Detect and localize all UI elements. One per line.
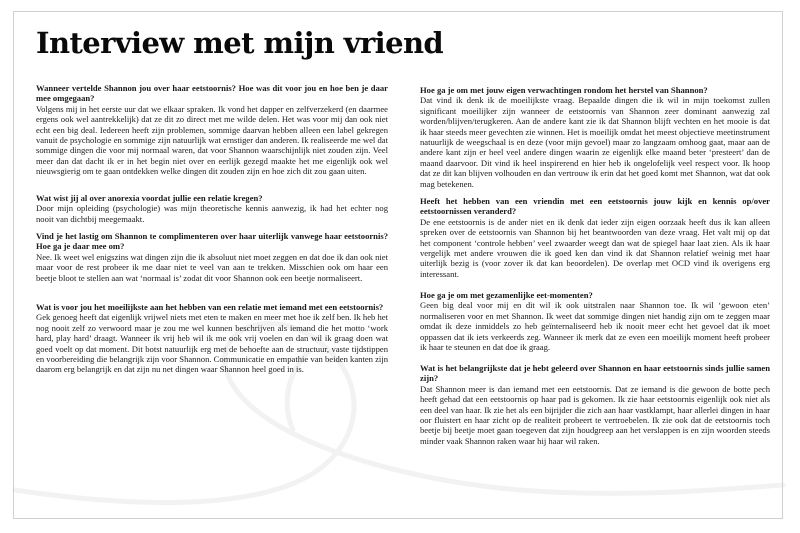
interview-item [36, 231, 388, 283]
answer: De ene eetstoornis is de ander niet en ik denk dat ieder zijn eigen oorzaak heeft dus ik kan alleen spreken over de eetstoornis van Shannon bij het beantwoorden van deze vraag. Het valt mij op dat het component ‘controle hebben’ veel zwaarder weegt dan wat de spiegel haar laat zien. Als ik haar vergelijk met andere vrouwen die ik goed ken dan vind ik dat Shannon relatief weinig met haar uiterlijk bezig is (voor zover ik dat kan beoordelen). De overlap met OCD vind ik overigens erg interessant. [420, 216, 770, 279]
answer: Door mijn opleiding (psychologie) was mijn theoretische kennis aanwezig, ik had het echter nog nooit van dichtbij meegemaakt. [36, 203, 388, 224]
question: Hoe ga je om met jouw eigen verwachtingen rondom het herstel van Shannon? [420, 85, 708, 95]
answer: Gek genoeg heeft dat eigenlijk vrijwel niets met eten te maken en meer met hoe ik zelf ben. Ik heb het nog nooit zelf zo verwoord maar je zou me wel kunnen beschrijven als iemand die het motto ‘work hard, play hard’ draagt. Wanneer ik vrij heb wil ik me ook vrij voelen en dan wil ik graag doen wat goed voelt op dat moment. Dit botst natuurlijk erg met de behoefte aan de structuur, vaste tijdstippen en voorbereiding die belangrijk zijn voor Shannon. Communicatie en empathie van beiden kanten zijn daarom erg belangrijk en dat zijn nu net dingen waar Shannon heel goed in is. [36, 312, 388, 375]
interview-item [36, 302, 388, 375]
interview-item [420, 290, 770, 352]
interview-item [36, 193, 388, 224]
question: Hoe ga je om met gezamenlijke eet-momenten? [420, 290, 593, 300]
answer: Dat vind ik denk ik de moeilijkste vraag. Bepaalde dingen die ik wil in mijn toekomst zullen significant moeilijker zijn wanneer de eetstoornis van Shannon zeer dominant aanwezig zal worden/blijven/terugkeren. Aan de andere kant zie ik dat Shannon blijft vechten en het mooie is dat ik haar steeds meer gevechten zie winnen. Het is moeilijk omdat het meest objectieve meetinstrument natuurlijk de weegschaal is en deze (voor mijn gevoel) maar zo langzaam omhoog gaat, maar aan de andere kant zijn er heel veel andere dingen waarin ze eigenlijk elke maand beter ‘presteert’ dan de maand daarvoor. Dit vind ik heel inspirerend en hier heb ik ongelofelijk veel respect voor. Ik hoop dat ze dit kan blijven volhouden en dan vertrouw ik erin dat het goed komt met Shannon, wat dat ook mag betekenen. [420, 95, 770, 189]
question: Heeft het hebben van een vriendin met een eetstoornis jouw kijk en kennis op/over eetstoornissen veranderd? [420, 196, 770, 217]
answer: Nee. Ik weet wel enigszins wat dingen zijn die ik absoluut niet moet zeggen en dat doe ik dan ook niet maar voor de rest probeer ik me daar niet te veel van aan te trekken. Misschien ook om haar een beetje bloot te stellen aan wat ‘normaal is’ zodat dit voor Shannon ook een beetje normaliseert. [36, 251, 389, 283]
interview-item [420, 363, 770, 446]
interview-item [420, 85, 770, 189]
answer: Dat Shannon meer is dan iemand met een eetstoornis. Dat ze iemand is die gewoon de botte pech heeft gehad dat een eetstoornis op haar pad is gekomen. Ik zie haar eetstoornis eigenlijk ook niet als een deel van haar. Ik zie het als een bijrijder die zich aan haar vastklampt, haar allerlei dingen in haar oor fluistert en haar zicht op de realiteit probeert te vertroebelen. Ik zie ook dat de eetstoornis toch beetje bij beetje moet gaan toegeven dat zijn houdgreep aan het verslappen is en zijn woorden steeds minder vaak Shannon raken waar hij haar wil raken. [420, 383, 770, 446]
interview-item [36, 83, 388, 177]
question: Wat wist jij al over anorexia voordat jullie een relatie kregen? [36, 193, 263, 203]
question: Wanneer vertelde Shannon jou over haar eetstoornis? Hoe was dit voor jou en hoe ben je daar mee omgegaan? [36, 83, 388, 104]
interview-item [420, 196, 770, 279]
question: Wat is het belangrijkste dat je hebt geleerd over Shannon en haar eetstoornis sinds jullie samen zijn? [420, 363, 770, 384]
answer: Geen big deal voor mij en dit wil ik ook uitstralen naar Shannon toe. Ik wil ‘gewoon eten’ normaliseren voor en met Shannon. Ik weet dat sommige dingen niet handig zijn om te zeggen maar omdat ik deze inmiddels zo heb geïnternaliseerd heb ik nooit meer echt het gevoel dat ik moet oppassen dat ik iets verkeerds zeg. Wanneer ik merk dat ze even een moeilijk moment heeft probeer ik haar te steunen en dat doe ik graag. [420, 300, 770, 353]
page-title: Interview met mijn vriend [36, 26, 444, 60]
answer: Volgens mij in het eerste uur dat we elkaar spraken. Ik vond het dapper en zelfverzekerd (en daarmee ergens ook wel aantrekkelijk) dat ze dit zo direct met me wilde delen. Het was voor mij dan ook niet echt een big deal. Iedereen heeft zijn problemen, sommige daarvan hebben alleen een label gekregen vanuit de psychologie en sommige zijn natuurlijk wat ernstiger dan anderen. Ik realiseerde me wel dat sommige dingen die voor mij normaal waren, dat voor Shannon waarschijnlijk niet zouden zijn. Veel meer dan dat dacht ik er in het begin niet over en eerlijk gezegd maakte het me eigenlijk ook wel nieuwsgierig om te gaan ontdekken welke dingen dit zouden zijn en hoe zich dit zou gaan uiten. [36, 103, 388, 177]
question: Wat is voor jou het moeilijkste aan het hebben van een relatie met iemand met een eetstoornis? [36, 302, 384, 312]
question: Vind je het lastig om Shannon te complimenteren over haar uiterlijk vanwege haar eetstoornis? Hoe ga je daar mee om? [36, 231, 388, 252]
